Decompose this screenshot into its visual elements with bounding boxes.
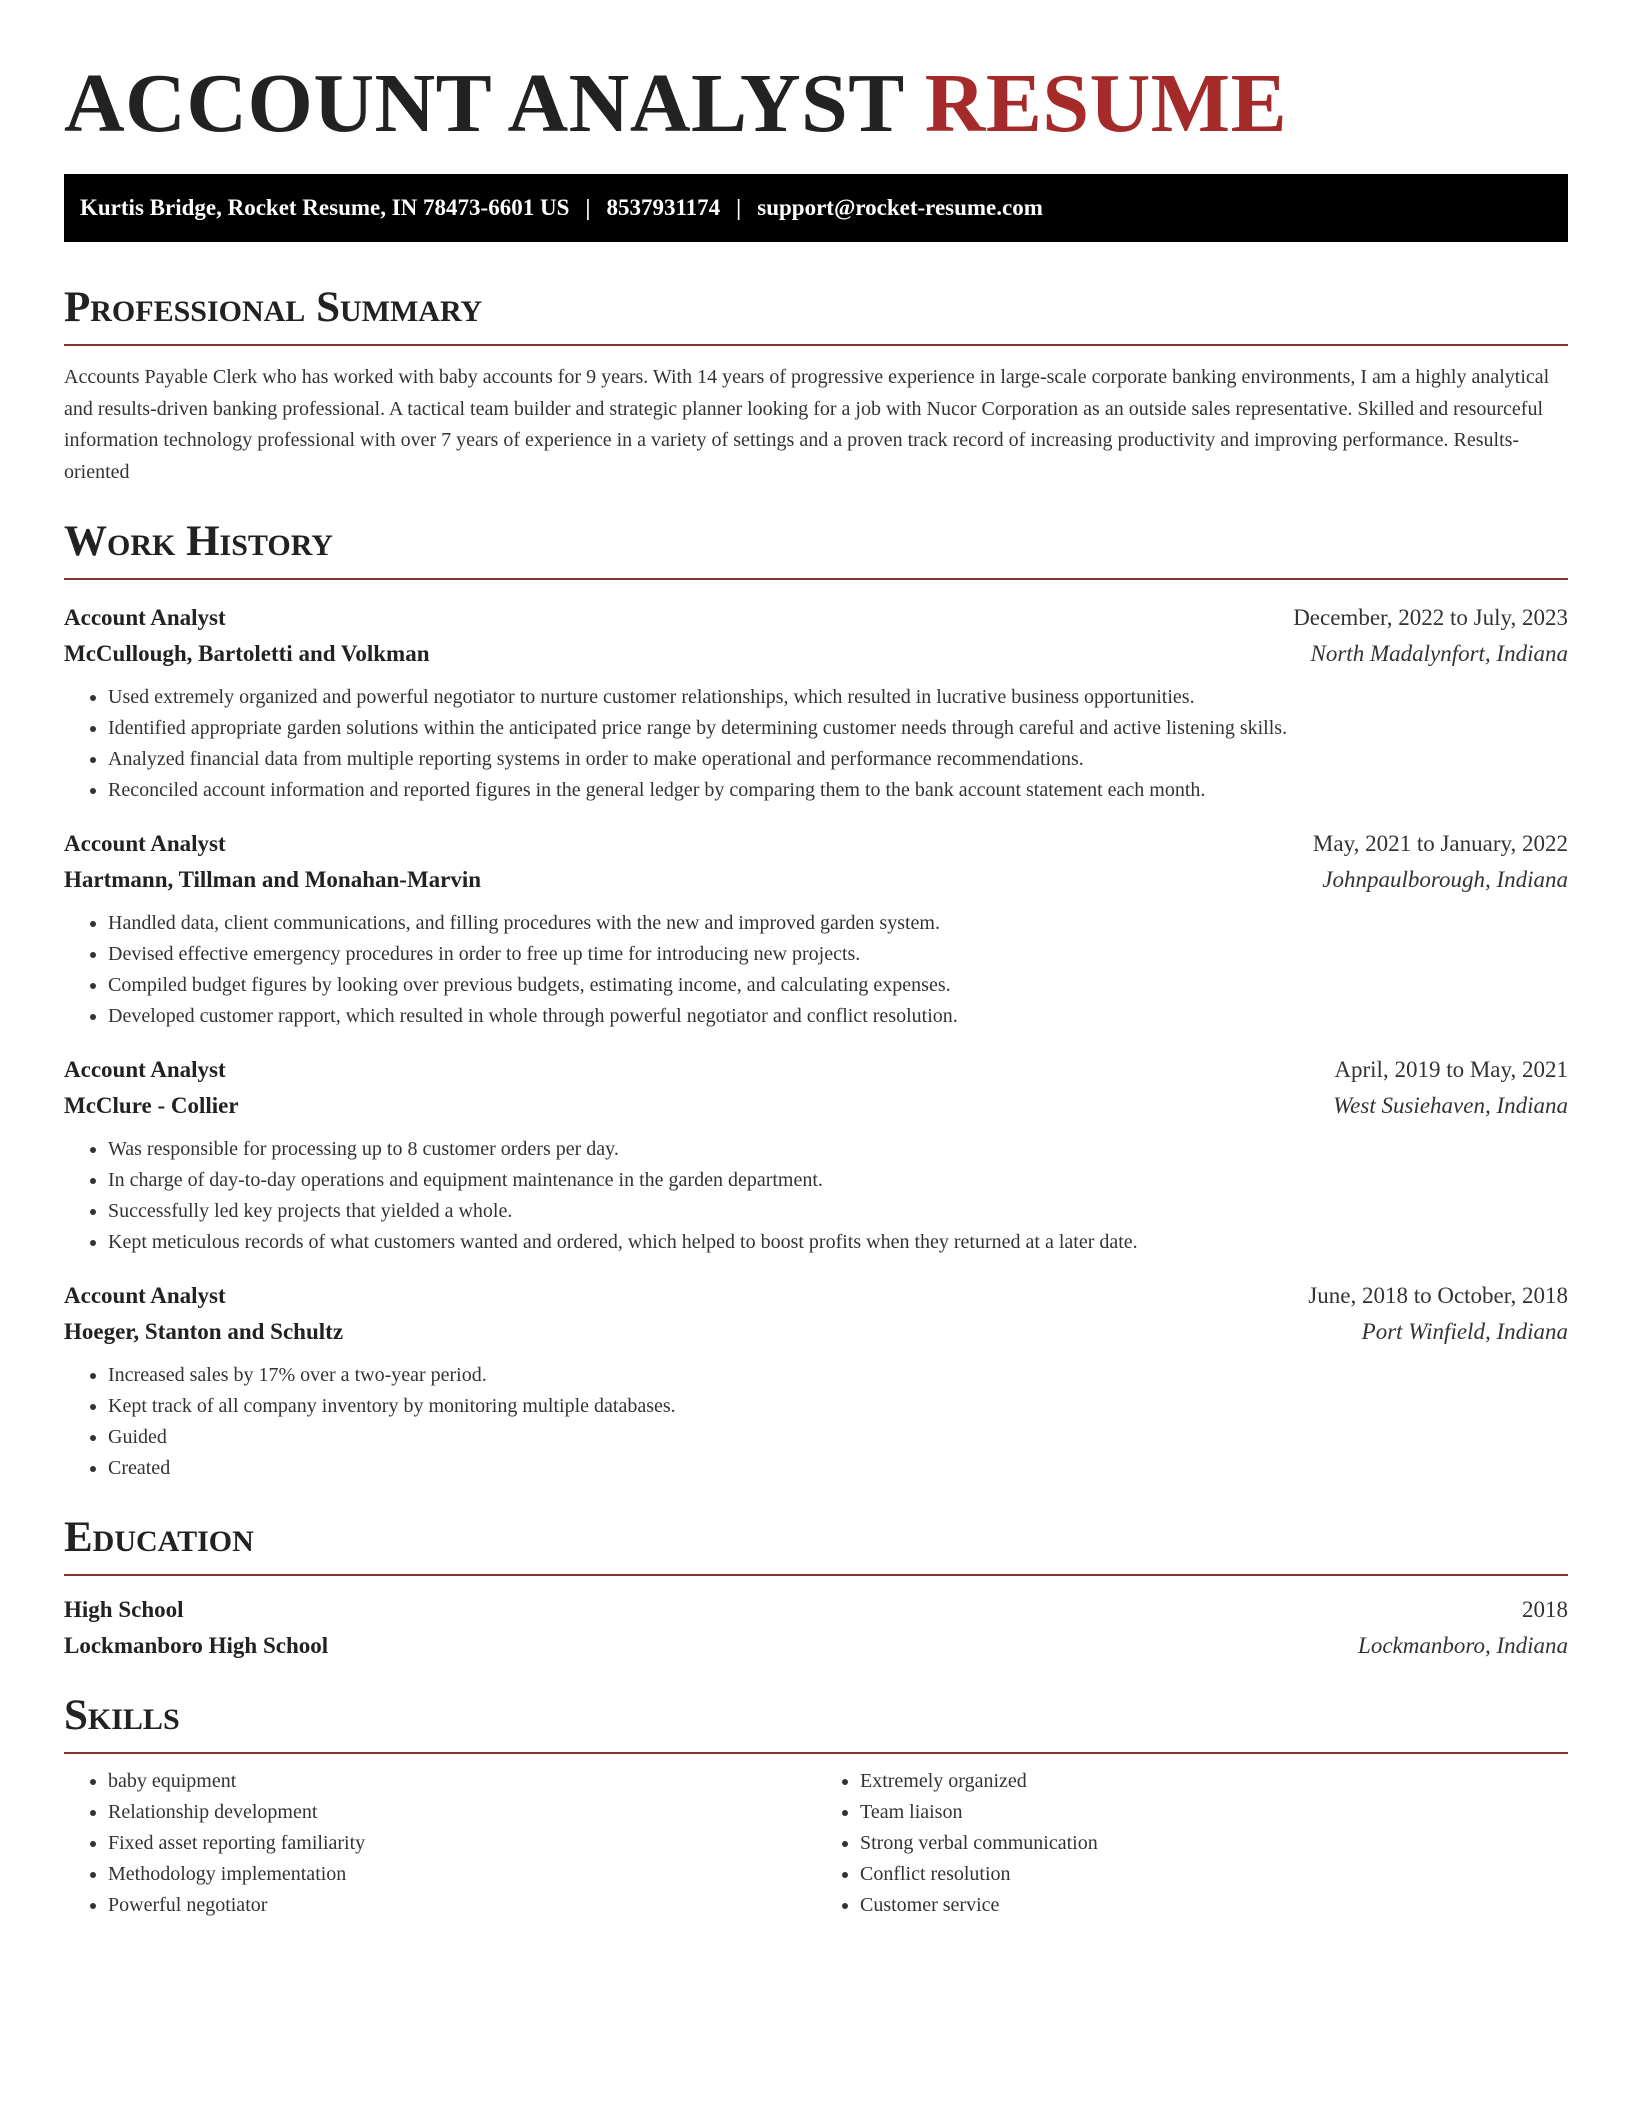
job-bullets: [64, 908, 1568, 1032]
job-bullet: • Successfully led key projects that yielded a whole.: [108, 1196, 1568, 1227]
job-bullet: • Created: [108, 1453, 1568, 1484]
education-degree: High School: [64, 1597, 184, 1622]
education-year: 2018: [1522, 1597, 1568, 1622]
title-accent: RESUME: [924, 57, 1288, 150]
contact-separator: |: [736, 195, 742, 220]
job-bullet: • Guided: [108, 1422, 1568, 1453]
job-bullet: • Increased sales by 17% over a two-year period.: [108, 1360, 1568, 1391]
job-bullet: • Compiled budget figures by looking over previous budgets, estimating income, and calculating expenses.: [108, 970, 1568, 1001]
job-title: Account Analyst: [64, 605, 226, 630]
title-main: ACCOUNT ANALYST: [64, 57, 904, 150]
job-bullet: • Developed customer rapport, which resulted in whole through powerful negotiator and conflict resolution.: [108, 1001, 1568, 1032]
contact-bar: [64, 174, 1568, 242]
skill-item: • Fixed asset reporting familiarity: [108, 1828, 816, 1859]
job-bullet: • Identified appropriate garden solutions within the anticipated price range by determining customer needs through careful and active listening skills.: [108, 713, 1568, 744]
skills-column-left: [64, 1766, 816, 1921]
job-bullet: • Analyzed financial data from multiple reporting systems in order to make operational and performance recommendations.: [108, 744, 1568, 775]
skill-item: • Conflict resolution: [860, 1859, 1568, 1890]
job-bullet: • Kept meticulous records of what customers wanted and ordered, which helped to boost profits when they returned at a later date.: [108, 1227, 1568, 1258]
job-title: Account Analyst: [64, 1057, 226, 1082]
skill-item: • Methodology implementation: [108, 1859, 816, 1890]
job-bullet: • Used extremely organized and powerful negotiator to nurture customer relationships, which resulted in lucrative business opportunities.: [108, 682, 1568, 713]
education-location: Lockmanboro, Indiana: [1358, 1633, 1568, 1658]
job-location: North Madalynfort, Indiana: [1310, 641, 1568, 666]
job-bullet: • Kept track of all company inventory by monitoring multiple databases.: [108, 1391, 1568, 1422]
job-dates: May, 2021 to January, 2022: [1312, 831, 1568, 856]
skill-item: • baby equipment: [108, 1766, 816, 1797]
job-bullets: [64, 1134, 1568, 1258]
summary-text: Accounts Payable Clerk who has worked with baby accounts for 9 years. With 14 years of progressive experience in large-scale corporate banking environments, I am a highly analytical and results-driven banking professional. A tactical team builder and strategic planner looking for a job with Nucor Corporation as an outside sales representative. Skilled and resourceful information technology professional with over 7 years of experience in a variety of settings and a proven track record of increasing productivity and improving performance. Results-oriented: [64, 366, 1550, 483]
skill-item: • Relationship development: [108, 1797, 816, 1828]
job-title: Account Analyst: [64, 1283, 226, 1308]
job-bullet: • Handled data, client communications, and filling procedures with the new and improved garden system.: [108, 908, 1568, 939]
job-bullets: [64, 682, 1568, 806]
education-school: Lockmanboro High School: [64, 1633, 329, 1658]
skills-list: [64, 1766, 1568, 1921]
job-location: Port Winfield, Indiana: [1361, 1319, 1568, 1344]
job-bullet: • Devised effective emergency procedures in order to free up time for introducing new projects.: [108, 939, 1568, 970]
contact-address: Kurtis Bridge, Rocket Resume, IN 78473-6601 US: [80, 195, 570, 220]
contact-email: support@rocket-resume.com: [757, 195, 1043, 220]
skill-item: • Powerful negotiator: [108, 1890, 816, 1921]
job-bullets: [64, 1360, 1568, 1484]
job-location: West Susiehaven, Indiana: [1333, 1093, 1568, 1118]
job-entry: [64, 826, 1568, 1032]
job-entry: [64, 600, 1568, 806]
job-location: Johnpaulborough, Indiana: [1322, 867, 1568, 892]
job-entry: [64, 1052, 1568, 1258]
skill-item: • Team liaison: [860, 1797, 1568, 1828]
job-dates: December, 2022 to July, 2023: [1293, 605, 1568, 630]
job-bullet: • Reconciled account information and reported figures in the general ledger by comparing them to the bank account statement each month.: [108, 775, 1568, 806]
job-company: McClure - Collier: [64, 1093, 239, 1118]
contact-separator: |: [585, 195, 591, 220]
work-history-heading: Work History: [64, 518, 1568, 580]
skills-column-right: [816, 1766, 1568, 1921]
skill-item: • Strong verbal communication: [860, 1828, 1568, 1859]
contact-phone: 8537931174: [606, 195, 721, 220]
job-dates: April, 2019 to May, 2021: [1334, 1057, 1568, 1082]
education-entry: [64, 1592, 1568, 1664]
skills-heading: Skills: [64, 1692, 1568, 1754]
education-heading: Education: [64, 1514, 1568, 1576]
job-company: Hartmann, Tillman and Monahan-Marvin: [64, 867, 482, 892]
job-company: Hoeger, Stanton and Schultz: [64, 1319, 344, 1344]
job-title: Account Analyst: [64, 831, 226, 856]
job-entry: [64, 1278, 1568, 1484]
skill-item: • Extremely organized: [860, 1766, 1568, 1797]
page-title: [64, 0, 1568, 150]
skill-item: • Customer service: [860, 1890, 1568, 1921]
job-company: McCullough, Bartoletti and Volkman: [64, 641, 430, 666]
job-dates: June, 2018 to October, 2018: [1308, 1283, 1568, 1308]
job-bullet: • Was responsible for processing up to 8 customer orders per day.: [108, 1134, 1568, 1165]
summary-heading: Professional Summary: [64, 284, 1568, 346]
job-bullet: • In charge of day-to-day operations and equipment maintenance in the garden department.: [108, 1165, 1568, 1196]
